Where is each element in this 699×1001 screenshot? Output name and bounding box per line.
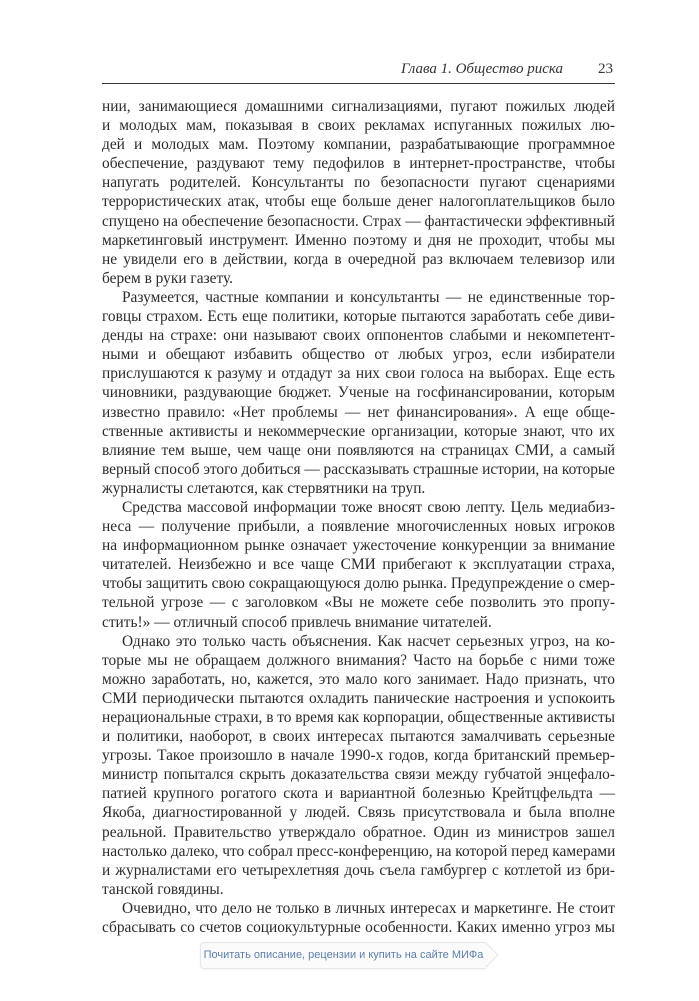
mif-store-link-button[interactable] (200, 942, 486, 969)
text-line: ственные активисты и некоммерческие организации, которые знают, что их (102, 422, 615, 440)
page-number: 23 (598, 61, 613, 77)
chapter-title: Глава 1. Общество риска (400, 61, 563, 77)
text-line: чиновники, раздувающие бюджет. Ученые на госфинансировании, которым (102, 384, 615, 402)
text-line: нерациональные страхи, в то время как корпорации, общественные активисты (102, 709, 615, 726)
text-line: читателей. Неизбежно и все чаще СМИ прибегают к эксплуатации страха, (102, 556, 615, 574)
text-line: на информационном рынке означает ужесточение конкуренции за внимание (102, 537, 615, 555)
text-line: верный способ этого добиться — рассказывать страшные истории, на которые (102, 460, 615, 478)
text-line: стить!» — отличный способ привлечь внимание читателей. (102, 613, 492, 631)
text-line: денды на страхе: они называют своих оппонентов слабыми и некомпетент- (102, 327, 615, 345)
text-line: реальной. Правительство утверждало обратное. Один из министров зашел (102, 823, 615, 841)
paragraph (102, 498, 615, 632)
text-line: чтобы защитить свою сокращающуюся долю рынка. Предупреждение о смер- (102, 575, 615, 593)
text-line: маркетинговый инструмент. Именно поэтому и дня не проходит, чтобы мы (102, 231, 615, 249)
paragraph (102, 288, 615, 498)
text-line: не увидели его в действии, когда в очередной раз включаем телевизор или (102, 250, 615, 268)
text-line: Якоба, диагностированной у людей. Связь присутствовала и была вполне (102, 804, 615, 822)
text-line: тельной угрозе — с заголовком «Вы не можете себе позволить это пропу- (102, 594, 615, 612)
text-line: настолько далеко, что собрал пресс-конференцию, на которой перед камерами (102, 842, 616, 860)
text-line: влияние тем выше, чем чаще они появляются на страницах СМИ, а самый (102, 441, 615, 459)
text-line: и политики, наоборот, в своих интересах пытаются замалчивать серьезные (102, 728, 615, 746)
text-line: журналисты слетаются, как стервятники на труп. (102, 479, 426, 497)
header-divider (102, 83, 615, 84)
text-line: напугать родителей. Консультанты по безопасности пугают сценариями (102, 174, 615, 192)
text-line: патией крупного рогатого скота и вариантной болезнью Крейтцфельдта — (102, 785, 615, 803)
text-line: известно правило: «Нет проблемы — нет финансирования». А еще обще- (102, 403, 615, 421)
text-line: торые мы не обращаем должного внимания? Часто на борьбе с ними тоже (102, 651, 615, 669)
paragraph (102, 899, 615, 937)
text-line: берем в руки газету. (102, 269, 234, 287)
paragraph (102, 97, 615, 288)
mif-store-link-label: Почитать описание, рецензии и купить на сайте МИФа (203, 949, 484, 961)
text-line: и журналистами его четырехлетняя дочь съела гамбургер с котлетой из бри- (102, 861, 615, 879)
text-line: министр попытался скрыть доказательства связи между губчатой энцефало- (102, 766, 615, 784)
text-line: неса — получение прибыли, а появление многочисленных новых игроков (102, 518, 615, 536)
text-line: СМИ периодически пытаются охладить панические настроения и успокоить (102, 689, 615, 707)
text-line: прислушаются к разуму и отдадут за них свои голоса на выборах. Еще есть (102, 365, 615, 383)
text-line: Разумеется, частные компании и консультанты — не единственные тор- (122, 288, 615, 306)
text-line: дей и молодых мам. Поэтому компании, разрабатывающие программное (102, 136, 615, 154)
text-line: и молодых мам, показывая в своих рекламах испуганных пожилых лю- (102, 117, 615, 135)
text-line: говцы страхом. Есть еще политики, которые пытаются заработать себе диви- (102, 308, 615, 326)
running-header (102, 59, 615, 81)
text-line: сбрасывать со счетов социокультурные особенности. Каких именно угроз мы (102, 919, 615, 937)
text-line: угрозы. Такое произошло в начале 1990-х годов, когда британский премьер- (102, 747, 615, 765)
text-line: спущено на обеспечение безопасности. Страх — фантастически эффективный (102, 212, 615, 230)
page-body-text (102, 97, 615, 937)
text-line: ными и обещают избавить общество от любых угроз, если избиратели (102, 346, 615, 364)
text-line: можно заработать, но, кажется, это мало кого занимает. Надо признать, что (102, 670, 615, 688)
text-line: Однако это только часть объяснения. Как насчет серьезных угроз, на ко- (122, 632, 615, 650)
text-line: террористических атак, чтобы еще больше денег налогоплательщиков было (102, 193, 615, 211)
text-line: Очевидно, что дело не только в личных интересах и маркетинге. Не стоит (122, 899, 615, 917)
paragraph (102, 632, 615, 899)
text-line: Средства массовой информации тоже вносят свою лепту. Цель медиабиз- (122, 498, 615, 516)
text-line: танской говядины. (102, 880, 224, 898)
text-line: нии, занимающиеся домашними сигнализациями, пугают пожилых людей (102, 98, 615, 115)
text-line: обеспечение, раздувают тему педофилов в интернет-пространстве, чтобы (102, 155, 615, 173)
